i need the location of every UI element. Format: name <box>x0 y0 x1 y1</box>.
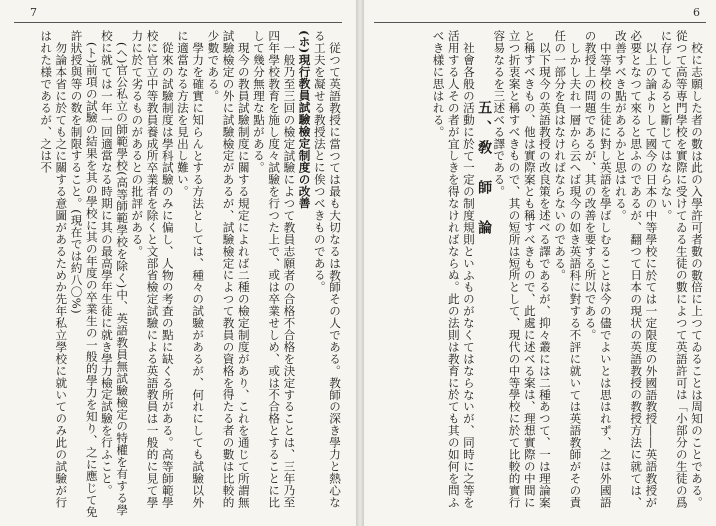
body-paragraph: 一般乃至三回の檢定試驗によつて教員志願者の合格不合格を決定することは、三年乃至四年學校教育を施し度々試驗を行つた上で、或は卒業せしめ、或は不合格とすることに比して幾分無理な點がある。 <box>251 30 297 508</box>
left-header-rule <box>14 22 342 23</box>
right-header-rule <box>374 22 706 23</box>
body-paragraph: 社會各般の活動に於て一定の制度規則といふものがなくてはならないが、同時に之等を活用する人その者が宜しきを得なければならぬ。此の法則は教育に於ても其の如何を問ふべき樣に思はれる。 <box>431 30 476 508</box>
body-paragraph: (ヘ)官公私立の師範學校(高等師範學校を除く)中、英語教員無試驗檢定の特權を有する學校に就ては一年一回適當なる時期に其の最高學年生徒に就き學力檢定試驗を行ふこと。 <box>99 30 130 516</box>
body-paragraph: 以下現今の英語教授の改良策を述べる譯であるが、抑々叢には二種あつて、一は理論案と稱すべきもの、他は實際案とも稱すべきもので、此處に述べる案は、理想實際の中間に立つ折衷案と稱すべきもので、其の短所は短所として、現代の中等學校に於て比較的實行容易なるを三述べる譯である。 <box>492 30 552 508</box>
left-page-body <box>14 30 342 518</box>
right-page-number: 6 <box>693 6 700 19</box>
body-paragraph: 學力を確實に知らんとする方法としては、種々の試驗があるが、何れにしても試驗以外に適當なる方法を見出し難い。 <box>175 30 206 508</box>
right-page-body <box>376 30 704 518</box>
body-paragraph: 従つて英語教授に當つては最も大切なるは教師その人である。教師の深き學力と熱心なる工夫を凝せる教授法とに俟つべきものである。 <box>312 30 342 508</box>
body-paragraph: 從來の試驗制度は學科試驗のみに偏し、人物の考査の點に缺くる所がある。高等師範學校に官立中等教員養成所卒業者を除くと文部省檢定試驗による英語教員は一般的に見て學力に於て劣るものがあるとの批評がある。 <box>130 30 175 508</box>
right-page <box>364 0 716 526</box>
body-paragraph: 以上の論よりして國今の日本の中等學校に於ては一定限度の外國語教授――英語教授が必要となつて來ると思ふのであるが、翻つて日本の現状の英語教授の教授方法に就ては、改善すべき點があるかと思はれる。 <box>613 30 659 508</box>
left-page <box>0 0 356 526</box>
body-paragraph: 校に志願した者の數は此の入學許可者數の數倍に上つてゐることは周知のことである。從つて高等専門學校を實際に受けてゐる生徒の數によつて英語許可は「小部分の生徒の爲に存してゐると斷じてはならない。 <box>659 30 704 508</box>
body-paragraph: 中等學校の生徒に對し英語を學ばしむることは今の儘でよいとは思はれず、之は外國語の教授上の問題であるが、其の改善を要する所以である。 <box>583 30 613 508</box>
body-paragraph: 勿論本省に於ても之に關する意圖があるためか先年私立學校に就いてのみ此の試驗が行はれた様であるが、之は不 <box>39 30 69 508</box>
left-page-number: 7 <box>30 6 37 19</box>
body-paragraph: しかし夫れ一層から云へば現今の如き英語科に對する不評に就いては英語教師がその責任の一部分を負はなければならないのである。 <box>553 30 583 508</box>
body-paragraph: 現今の教員試驗制度に關する規定によれば二種の檢定制度があり、これを通じて所謂無試驗檢定の外に試驗檢定があるが、試驗檢定によつて教員の資格を得たる者の數は比較的少數である。 <box>206 30 251 508</box>
book-gutter <box>356 0 364 526</box>
chapter-heading: 五、敎 師 論 <box>476 100 493 240</box>
section-subheading: (ホ)現行教員試驗檢定制度の改善 <box>297 30 312 209</box>
body-paragraph: (ト)前項の試驗の結果を其の學校に其の年度の卒業生の一般的學力を知り、之に應じて免許狀授與等の数を制限すること。(現在では約八〇%) <box>69 30 99 518</box>
